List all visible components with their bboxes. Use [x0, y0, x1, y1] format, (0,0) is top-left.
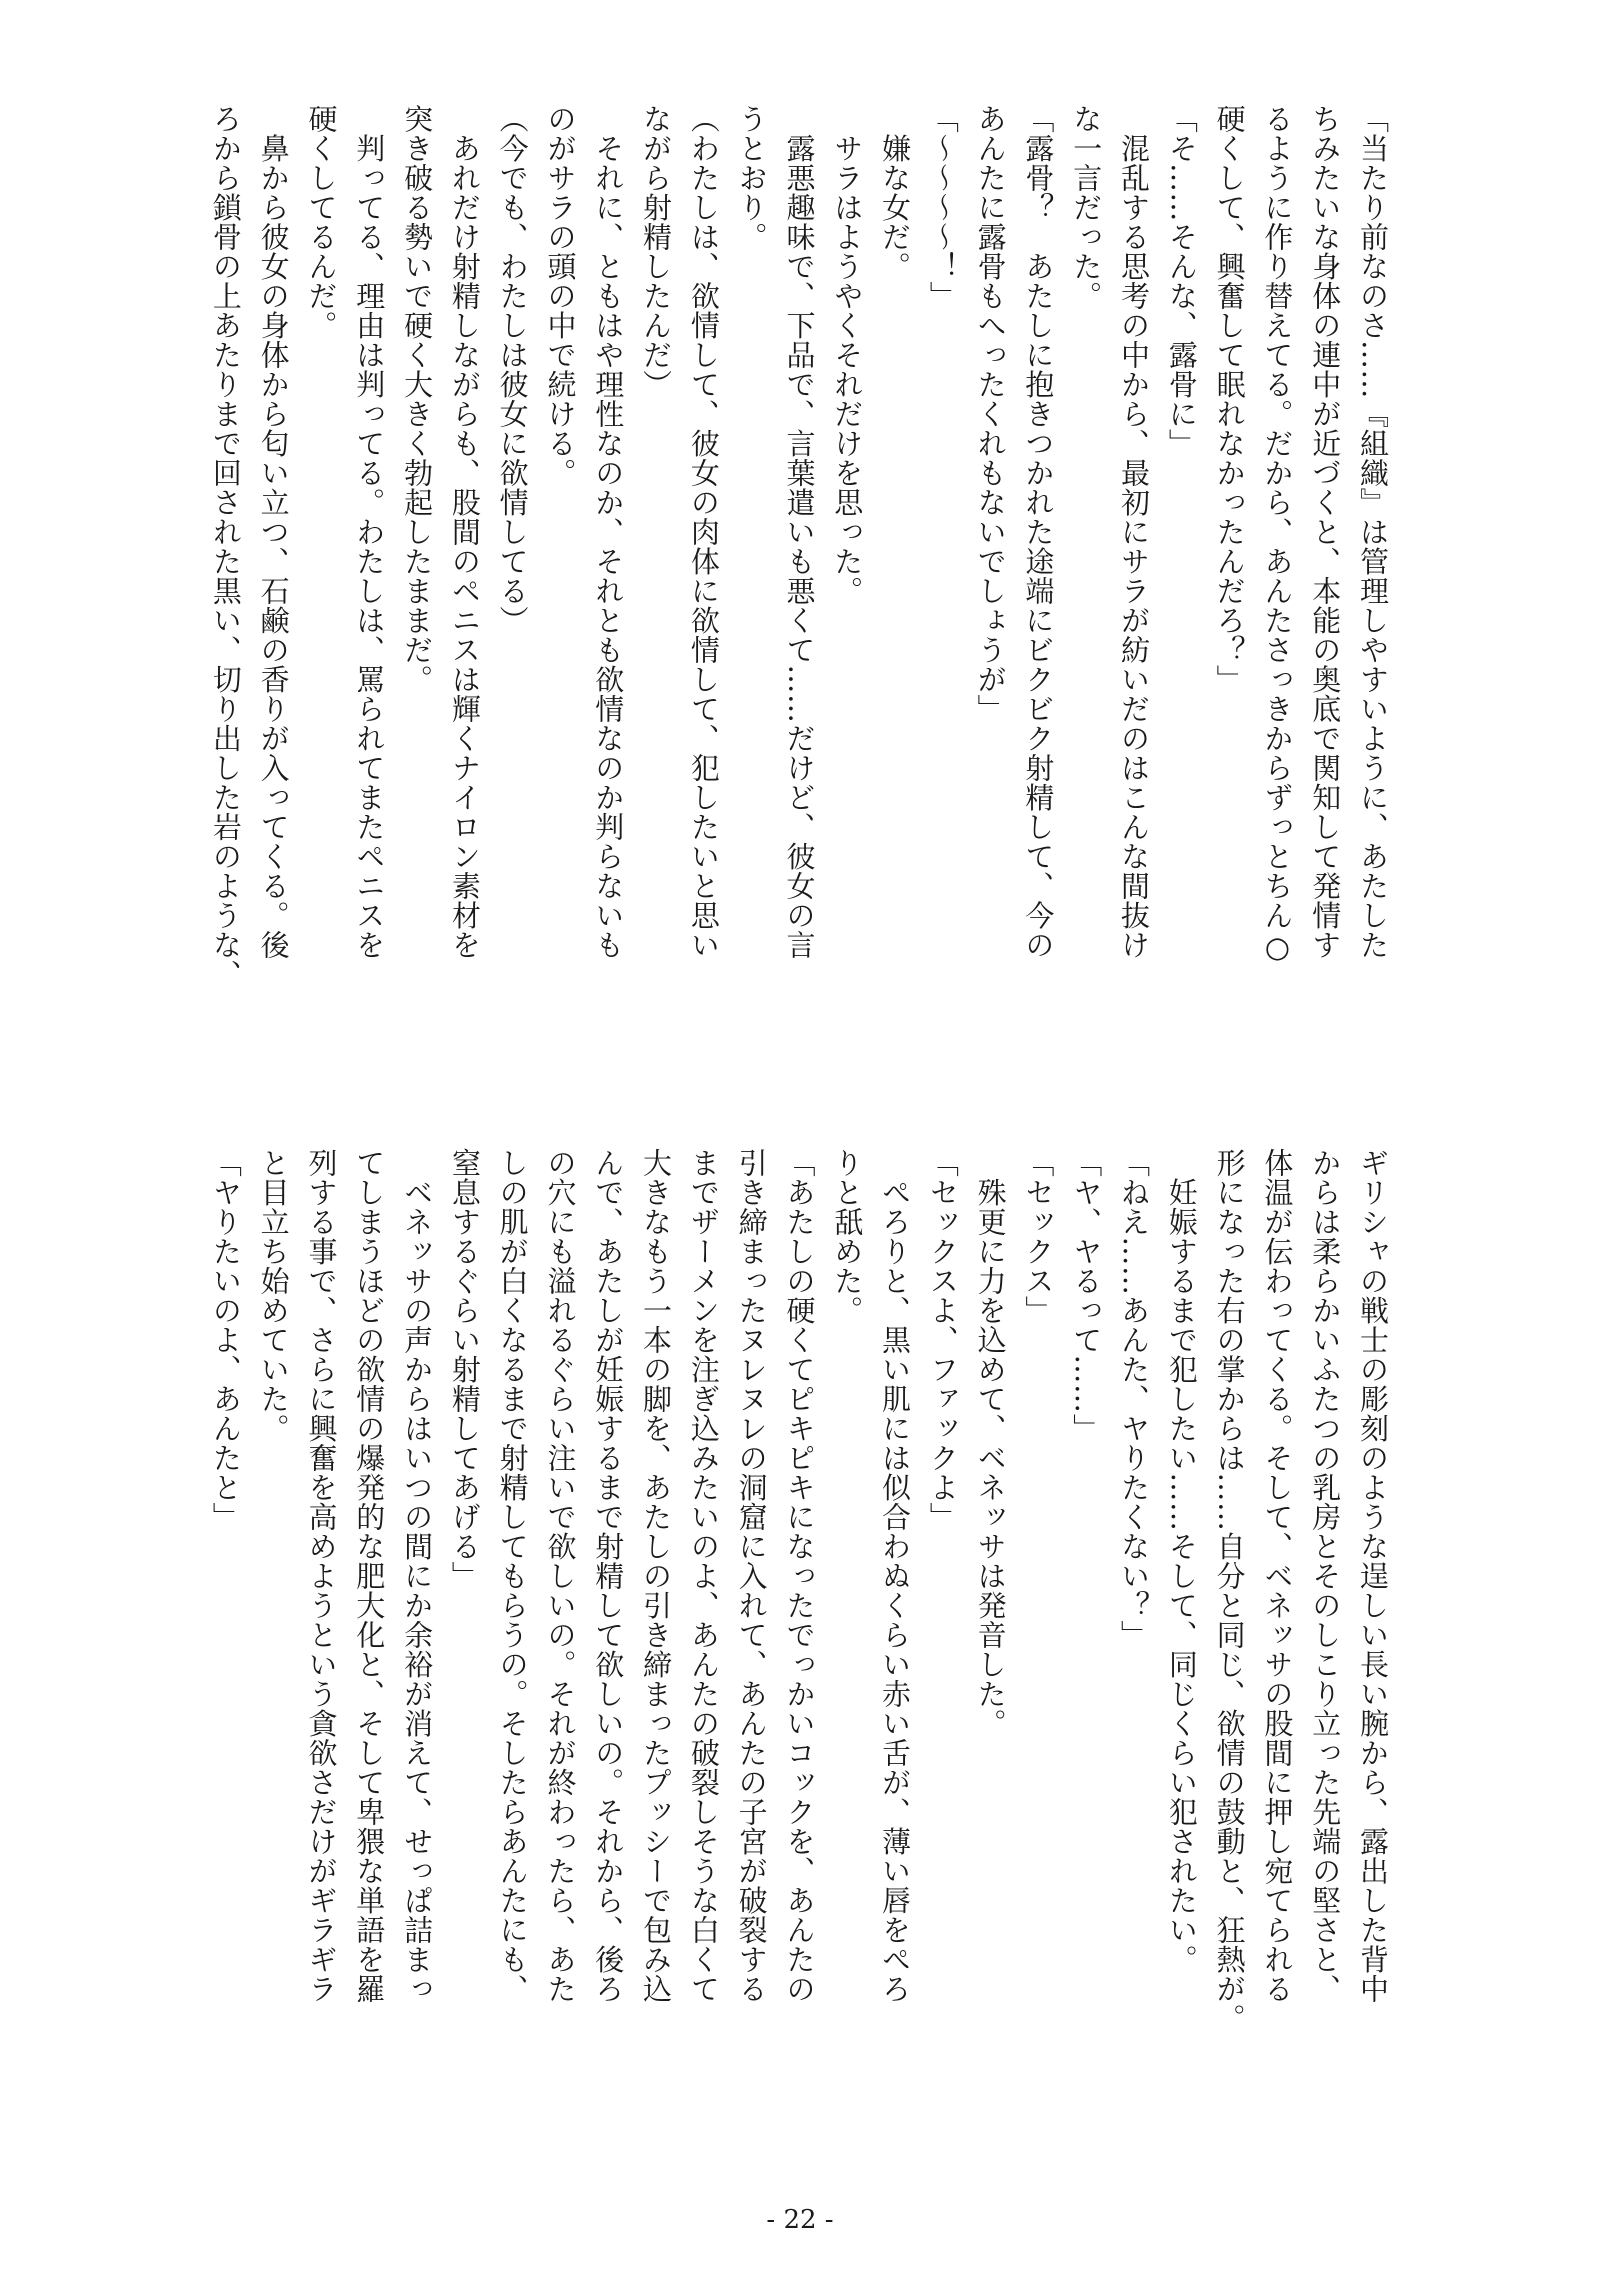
- text-line: ギリシャの戦士の彫刻のような逞しい長い腕から、露出した背中: [1356, 1148, 1390, 2004]
- text-line: んで、あたしが妊娠するまで射精して欲しいの。それから、後ろ: [591, 1148, 626, 2004]
- text-line: 殊更に力を込めて、ベネッサは発音した。: [973, 1148, 1008, 1738]
- text-line: 硬くして、興奮して眠れなかったんだろ？」: [1212, 104, 1247, 694]
- text-line: 「～～～～！」: [925, 104, 960, 311]
- text-line: な一言だった。: [1069, 104, 1104, 311]
- text-line: からは柔らかいふたつの乳房とそのしこり立った先端の堅さと、: [1308, 1148, 1343, 2004]
- text-line: 「露骨？ あたしに抱きつかれた途端にビクビク射精して、今の: [1021, 104, 1056, 960]
- text-line: ながら射精したんだ）: [639, 104, 674, 399]
- text-line: 鼻から彼女の身体から匂い立つ、石鹸の香りが入ってくる。後: [256, 104, 291, 960]
- text-block-top: [201, 104, 1396, 994]
- text-line: 混乱する思考の中から、最初にサラが紡いだのはこんな間抜け: [1117, 104, 1152, 960]
- text-line: のがサラの頭の中で続ける。: [543, 104, 578, 488]
- text-line: （今でも、わたしは彼女に欲情してる）: [495, 104, 530, 635]
- text-line: （わたしは、欲情して、彼女の肉体に欲情して、犯したいと思い: [686, 104, 721, 960]
- text-line: 列する事で、さらに興奮を高めようという貪欲さだけがギラギラ: [304, 1148, 339, 2004]
- text-line: 硬くしてるんだ。: [304, 104, 339, 340]
- text-line: 露悪趣味で、下品で、言葉遣いも悪くて……だけど、彼女の言: [782, 104, 817, 960]
- page-number: - 22 -: [766, 2205, 834, 2235]
- text-line: しの肌が白くなるまで射精してもらうの。そしたらあんたにも、: [495, 1148, 530, 2004]
- text-line: 「セックスよ、ファックよ」: [925, 1148, 960, 1532]
- text-line: 窒息するぐらい射精してあげる」: [447, 1148, 482, 1591]
- text-line: うとおり。: [734, 104, 769, 252]
- text-line: ちみたいな身体の連中が近づくと、本能の奥底で関知して発情す: [1308, 104, 1343, 960]
- text-line: るように作り替えてる。だから、あんたさっきからずっとちん○: [1260, 104, 1295, 965]
- text-line: 嫌な女だ。: [878, 104, 913, 281]
- text-line: 大きなもう一本の脚を、あたしの引き締まったプッシーで包み込: [639, 1148, 674, 2004]
- text-line: サラはようやくそれだけを思った。: [830, 104, 865, 606]
- text-line: 体温が伝わってくる。そして、ベネッサの股間に押し宛てられる: [1260, 1148, 1295, 2004]
- text-line: 引き締まったヌレヌレの洞窟に入れて、あんたの子宮が破裂する: [734, 1148, 769, 2004]
- text-line: 「あたしの硬くてピキピキになったでっかいコックを、あんたの: [782, 1148, 817, 2004]
- text-line: あれだけ射精しながらも、股間のペニスは輝くナイロン素材を: [447, 104, 482, 960]
- text-line: 判ってる、理由は判ってる。わたしは、罵られてまたペニスを: [352, 104, 387, 960]
- text-line: までザーメンを注ぎ込みたいのよ、あんたの破裂しそうな白くて: [686, 1148, 721, 2004]
- text-line: ろから鎖骨の上あたりまで回された黒い、切り出した岩のような、: [208, 104, 243, 989]
- text-line: あんたに露骨もへったくれもないでしょうが」: [973, 104, 1008, 724]
- text-line: 突き破る勢いで硬く大きく勃起したままだ。: [400, 104, 435, 694]
- text-block-bottom: [201, 1148, 1396, 2038]
- text-line: りと舐めた。: [830, 1148, 865, 1325]
- text-line: 「ヤりたいのよ、あんたと」: [208, 1148, 243, 1532]
- text-line: 「セックス」: [1021, 1148, 1056, 1325]
- text-line: 「ねえ……あんた、ヤりたくない？」: [1117, 1148, 1152, 1650]
- text-line: と目立ち始めていた。: [256, 1148, 291, 1443]
- text-line: 「当たり前なのさ……『組織』は管理しやすいように、あたした: [1356, 104, 1390, 960]
- text-line: それに、ともはや理性なのか、それとも欲情なのか判らないも: [591, 104, 626, 960]
- text-line: ぺろりと、黒い肌には似合わぬくらい赤い舌が、薄い唇をぺろ: [878, 1148, 913, 2004]
- text-line: 「そ……そんな、露骨に」: [1164, 104, 1199, 458]
- text-line: てしまうほどの欲情の爆発的な肥大化と、そして卑猥な単語を羅: [352, 1148, 387, 2004]
- text-line: ベネッサの声からはいつの間にか余裕が消えて、せっぱ詰まっ: [400, 1148, 435, 2004]
- text-line: の穴にも溢れるぐらい注いで欲しいの。それが終わったら、あた: [543, 1148, 578, 2004]
- text-line: 形になった右の掌からは……自分と同じ、欲情の鼓動と、狂熱が。: [1212, 1148, 1247, 2033]
- text-line: 妊娠するまで犯したい……そして、同じくらい犯されたい。: [1164, 1148, 1199, 1974]
- text-line: 「ヤ、ヤるって……」: [1069, 1148, 1104, 1443]
